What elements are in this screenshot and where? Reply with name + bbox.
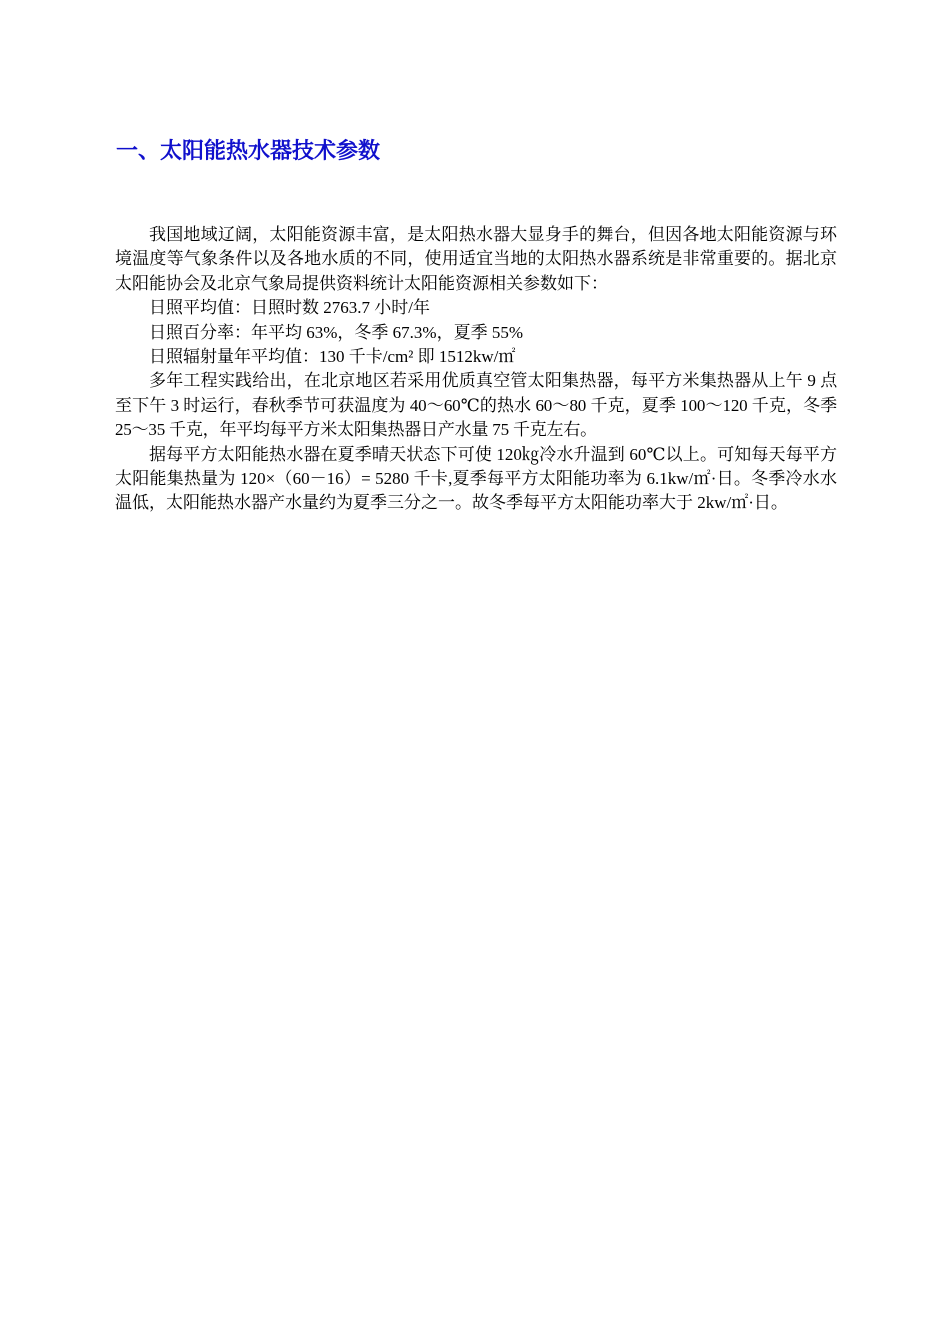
heat-collection-paragraph: 据每平方太阳能热水器在夏季晴天状态下可使 120㎏冷水升温到 60℃以上。可知每天每平方太阳能集热量为 120×（60－16）= 5280 千卡,夏季每平方太阳能功率为 6.1kw/㎡·日。冬季冷水水温低，太阳能热水器产水量约为夏季三分之一。故冬季每平方太阳能功率大于 2kw/㎡·日。 [115, 444, 837, 513]
radiation-average-line: 日照辐射量年平均值：130 千卡/cm² 即 1512kw/㎡ [149, 347, 516, 367]
section-heading: 一、太阳能热水器技术参数 [116, 139, 381, 164]
body-text [115, 223, 837, 516]
engineering-practice-paragraph: 多年工程实践给出，在北京地区若采用优质真空管太阳集热器，每平方米集热器从上午 9 点至下午 3 时运行，春秋季节可获温度为 40～60℃的热水 60～80 千克，夏季 100～120 千克，冬季 25～35 千克，年平均每平方米太阳集热器日产水量 75 千克左右。 [115, 371, 837, 440]
sunshine-average-line: 日照平均值：日照时数 2763.7 小时/年 [149, 298, 430, 318]
intro-paragraph: 我国地域辽阔，太阳能资源丰富，是太阳热水器大显身手的舞台，但因各地太阳能资源与环境温度等气象条件以及各地水质的不同，使用适宜当地的太阳热水器系统是非常重要的。据北京太阳能协会及北京气象局提供资料统计太阳能资源相关参数如下： [115, 225, 837, 293]
sunshine-percentage-line: 日照百分率：年平均 63%，冬季 67.3%，夏季 55% [149, 322, 523, 342]
